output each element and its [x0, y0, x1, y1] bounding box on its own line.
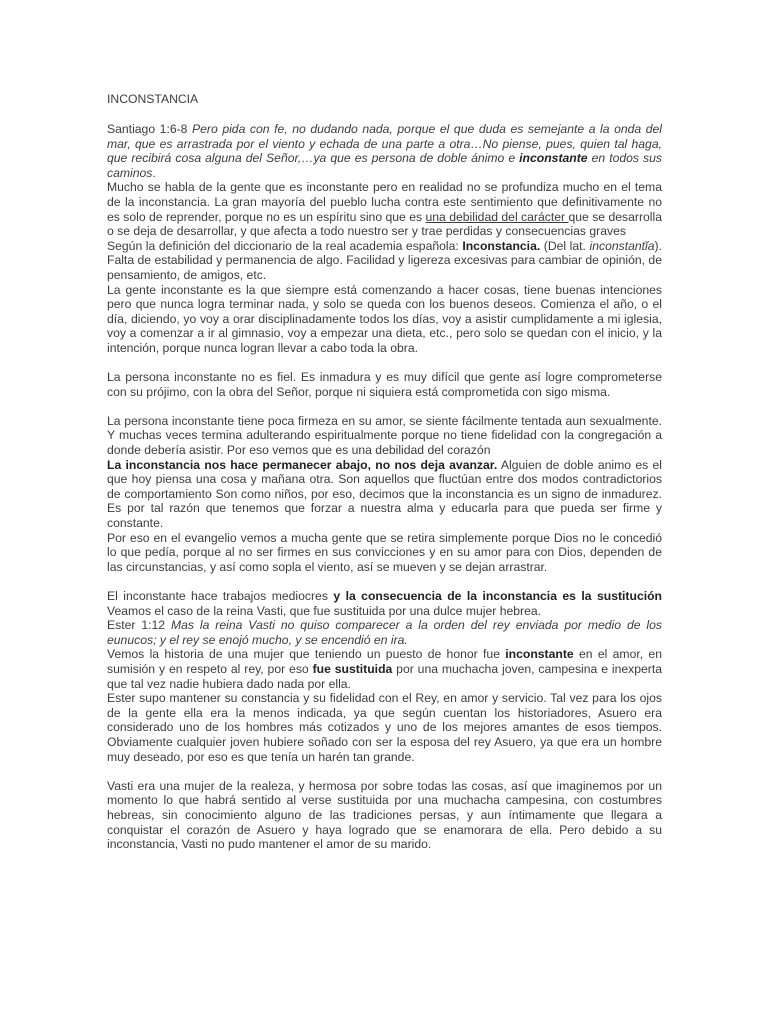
text-run: Pero pida con fe, no dudando nada, porque el que duda es semejante a la onda del mar, que es arrastrada por el viento y echada de una parte a otra…No piense, pues, quien tal haga, que recibirá cosa alguna del Señor,…ya que es persona de doble ánimo e: [107, 122, 662, 166]
text-run: Veamos el caso de la reina Vasti, que fue sustituida por una dulce mujer hebrea.: [107, 603, 542, 618]
text-run: Vasti era una mujer de la realeza, y hermosa por sobre todas las cosas, así que imaginemos por un momento lo que habrá sentido al verse sustituida por una muchacha campesina, con costumbres hebreas, sin conocimiento alguno de las tradiciones persas, y aun íntimamente que llegara a conquistar el corazón de Asuero y haya logrado que se enamorara de ella. Pero debido a su inconstancia, Vasti no pudo mantener el amor de su marido.: [107, 778, 662, 852]
text-run: inconstante: [505, 647, 574, 662]
document-title: INCONSTANCIA: [107, 92, 199, 106]
text-run: ). Falta de estabilidad y permanencia de algo. Facilidad y ligereza excesivas para cambiar de opinión, de pensamiento, de amigos, etc.: [107, 238, 662, 282]
text-run: (Del lat.: [540, 238, 590, 253]
text-run: Mas la reina Vasti no quiso comparecer a la orden del rey enviada por medio de los eunucos; y el rey se enojó mucho, y se encendió en ira.: [107, 618, 662, 647]
paragraph: [107, 531, 662, 575]
text-run: Alguien de doble animo es el que hoy piensa una cosa y mañana otra. Son aquellos que fluctúan entre dos modos contradictorios de comportamiento Son como niños, por eso, decimos que la inconstancia es un signo de inmadurez. Es por tal razón que tenemos que forzar a nuestra alma y educarla para que pueda ser firme y constante.: [107, 457, 662, 531]
paragraph-spacer: [107, 574, 662, 589]
text-run: Ester 1:12: [107, 618, 171, 633]
paragraph: [107, 370, 662, 399]
paragraph: [107, 647, 662, 691]
text-run: Santiago 1:6-8: [107, 122, 193, 136]
paragraph: [107, 691, 662, 764]
text-run: fue sustituida: [312, 661, 393, 676]
text-run: Ester supo mantener su constancia y su fidelidad con el Rey, en amor y servicio. Tal vez para los ojos de la gente ella era la menos indicada, ya que según cuentan los historiadores, Asuero era considerado uno de los hombres más cotizados y uno de los mejores amantes de esos tiempos. Obviamente cualquier joven hubiere soñado con ser la esposa del rey Asuero, ya que era un hombre muy deseado, por eso es que tenía un harén tan grande.: [107, 691, 662, 764]
text-run: inconstante: [519, 151, 588, 166]
text-run: El inconstante hace trabajos mediocres: [107, 589, 328, 603]
text-run: .: [152, 165, 156, 180]
text-run: La persona inconstante tiene poca firmeza en su amor, se siente fácilmente tentada aun sexualmente. Y muchas veces termina adulterando espiritualmente porque no tiene fidelidad con la congregación a donde debería asistir. Por eso vemos que es una debilidad del corazón: [107, 413, 662, 458]
paragraph: [107, 180, 662, 238]
text-run: Según la definición del diccionario de la real academia española:: [107, 238, 463, 253]
paragraph: [107, 589, 662, 618]
text-run: que se desarrolla o se deja de desarrollar, y que afecta a todo nuestro ser y trae perdidas y consecuencias graves: [107, 209, 662, 239]
paragraph-spacer: [107, 764, 662, 779]
document-body: [107, 122, 662, 852]
paragraph: [107, 283, 662, 356]
paragraph: [107, 458, 662, 531]
text-run: Mucho se habla de la gente que es inconstante pero en realidad no se profundiza mucho en el tema de la inconstancia. La gran mayoría del pueblo lucha contra este sentimiento que definitivamente no es solo de reprender, porque no es un espíritu sino que es: [107, 180, 662, 224]
paragraph: [107, 414, 662, 458]
text-run: La persona inconstante no es fiel. Es inmadura y es muy difícil que gente así logre comprometerse con su prójimo, con la obra del Señor, porque ni siquiera está comprometida con sigo misma.: [107, 370, 662, 399]
text-run: en el amor, en sumisión y en respeto al rey, por eso: [107, 647, 662, 676]
text-run: La gente inconstante es la que siempre está comenzando a hacer cosas, tiene buenas intenciones pero que nunca logra terminar nada, y solo se queda con los buenos deseos. Comienza el año, o el día, diciendo, yo voy a orar disciplinadamente todos los días, voy a asistir cumplidamente a mi iglesia, voy a comenzar a ir al gimnasio, voy a empezar una dieta, etc., pero solo se quedan con el inicio, y la intención, porque nunca logran llevar a cabo toda la obra.: [107, 282, 662, 355]
paragraph-spacer: [107, 399, 662, 414]
text-run: una debilidad del carácter: [425, 209, 569, 224]
paragraph-spacer: [107, 356, 662, 371]
text-run: por una muchacha joven, campesina e inexperta que tal vez nadie hubiera dado nada por ella.: [107, 661, 662, 691]
text-run: inconstantĭa: [589, 238, 655, 253]
text-run: Vemos la historia de una mujer que teniendo un puesto de honor fue: [107, 647, 506, 662]
text-run: Por eso en el evangelio vemos a mucha gente que se retira simplemente porque Dios no le concedió lo que pedía, porque al no ser firmes en sus convicciones y en su amor para con Dios, dependen de las circunstancias, y así como sopla el viento, así se mueven y se dejan arrastrar.: [107, 530, 662, 574]
paragraph: [107, 618, 662, 647]
text-run: en todos sus caminos: [107, 151, 663, 180]
text-run: La inconstancia nos hace permanecer abajo, no nos deja avanzar.: [107, 457, 498, 472]
text-run: y la consecuencia de la inconstancia es la sustitución: [327, 589, 662, 603]
paragraph: [107, 122, 662, 180]
text-run: Inconstancia.: [462, 238, 541, 253]
paragraph: [107, 779, 662, 852]
paragraph: [107, 239, 662, 283]
